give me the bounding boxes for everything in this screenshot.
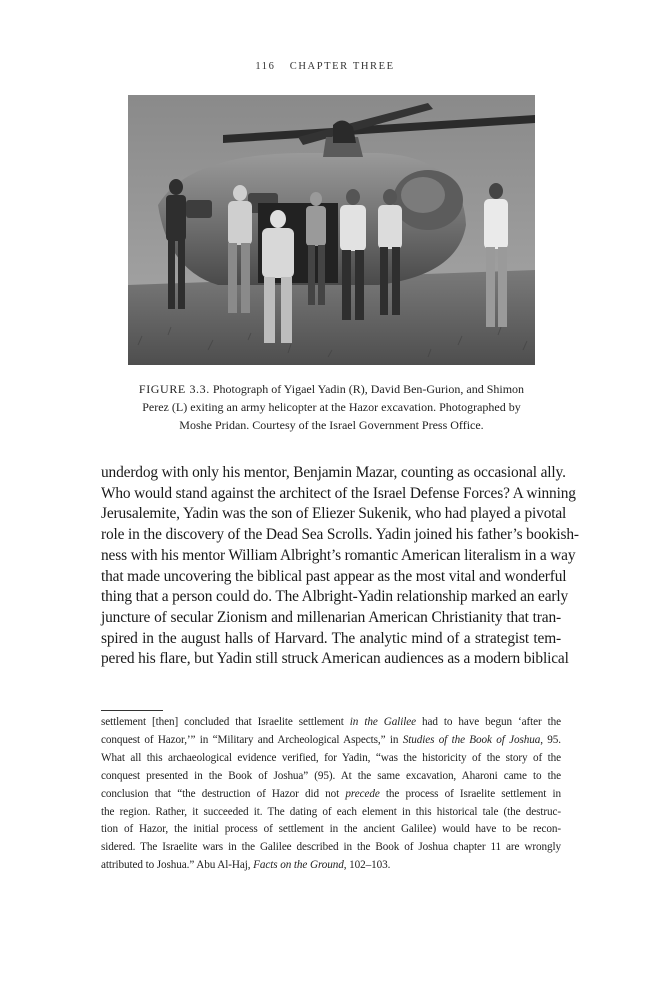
- footnote-line: settlement [then] concluded that Israelite settlement in the Galilee had to have begun ‘after the: [101, 716, 561, 728]
- figure-caption: [128, 380, 535, 434]
- body-line: Who would stand against the architect of the Israel Defense Forces? A winning: [101, 484, 576, 502]
- footnote-line: conquest presented in the Book of Joshua” (95). At the same excavation, Aharoni came to the: [101, 769, 561, 782]
- running-head: [0, 61, 650, 72]
- body-line: underdog with only his mentor, Benjamin Mazar, counting as occasional ally.: [101, 464, 566, 481]
- body-paragraph: [101, 463, 579, 670]
- figure-photograph: [128, 95, 535, 365]
- caption-line-2: Perez (L) exiting an army helicopter at the Hazor excavation. Photographed by: [142, 400, 521, 414]
- caption-line-1: FIGURE 3.3. Photograph of Yigael Yadin (R), David Ben-Gurion, and Shimon: [138, 382, 525, 396]
- body-line: thing that a person could do. The Albright-Yadin relationship marked an early: [101, 588, 569, 606]
- footnote-line: attributed to Joshua.” Abu Al-Haj, Facts on the Ground, 102–103.: [101, 859, 391, 872]
- footnote-rule: [101, 710, 163, 711]
- chapter-title: CHAPTER THREE: [289, 61, 395, 72]
- body-line: spired in the august halls of Harvard. The analytic mind of a strategist tem-: [101, 629, 561, 647]
- caption-line-3: Moshe Pridan. Courtesy of the Israel Government Press Office.: [179, 418, 484, 432]
- page-number: 116: [255, 61, 276, 72]
- footnote-line: conclusion that “the destruction of Hazor did not precede the process of Israelite settlement in: [101, 787, 561, 800]
- footnote-line: tion of Hazor, the initial process of settlement in the ancient Galilee) would have to be recon-: [101, 823, 561, 836]
- footnote-line: conquest of Hazor,’” in “Military and Archeological Aspects,” in Studies of the Book of Joshua, 95.: [101, 733, 561, 746]
- footnote-line: What all this archaeological evidence verified, for Yadin, “was the historicity of the story of the: [101, 751, 561, 764]
- body-line: ness with his mentor William Albright’s romantic American literalism in a way: [101, 546, 576, 564]
- footnote: [101, 714, 561, 875]
- body-line: pered his flare, but Yadin still struck American audiences as a modern biblical: [101, 650, 569, 668]
- footnote-line: sidered. The Israelite wars in the Galilee described in the Book of Joshua chapter 11 are wrongly: [101, 841, 561, 854]
- figure-label: FIGURE 3.3.: [138, 382, 210, 396]
- body-line: Jerusalemite, Yadin was the son of Eliezer Sukenik, who had played a pivotal: [101, 505, 567, 523]
- footnote-line: the region. Rather, it succeeded it. The dating of each element in this historical tale (the destruc-: [101, 805, 561, 818]
- body-line: role in the discovery of the Dead Sea Scrolls. Yadin joined his father’s bookish-: [101, 526, 579, 544]
- body-line: juncture of secular Zionism and millenarian American Christianity that tran-: [101, 608, 561, 626]
- body-line: that made uncovering the biblical past appear as the most vital and wonderful: [101, 567, 567, 585]
